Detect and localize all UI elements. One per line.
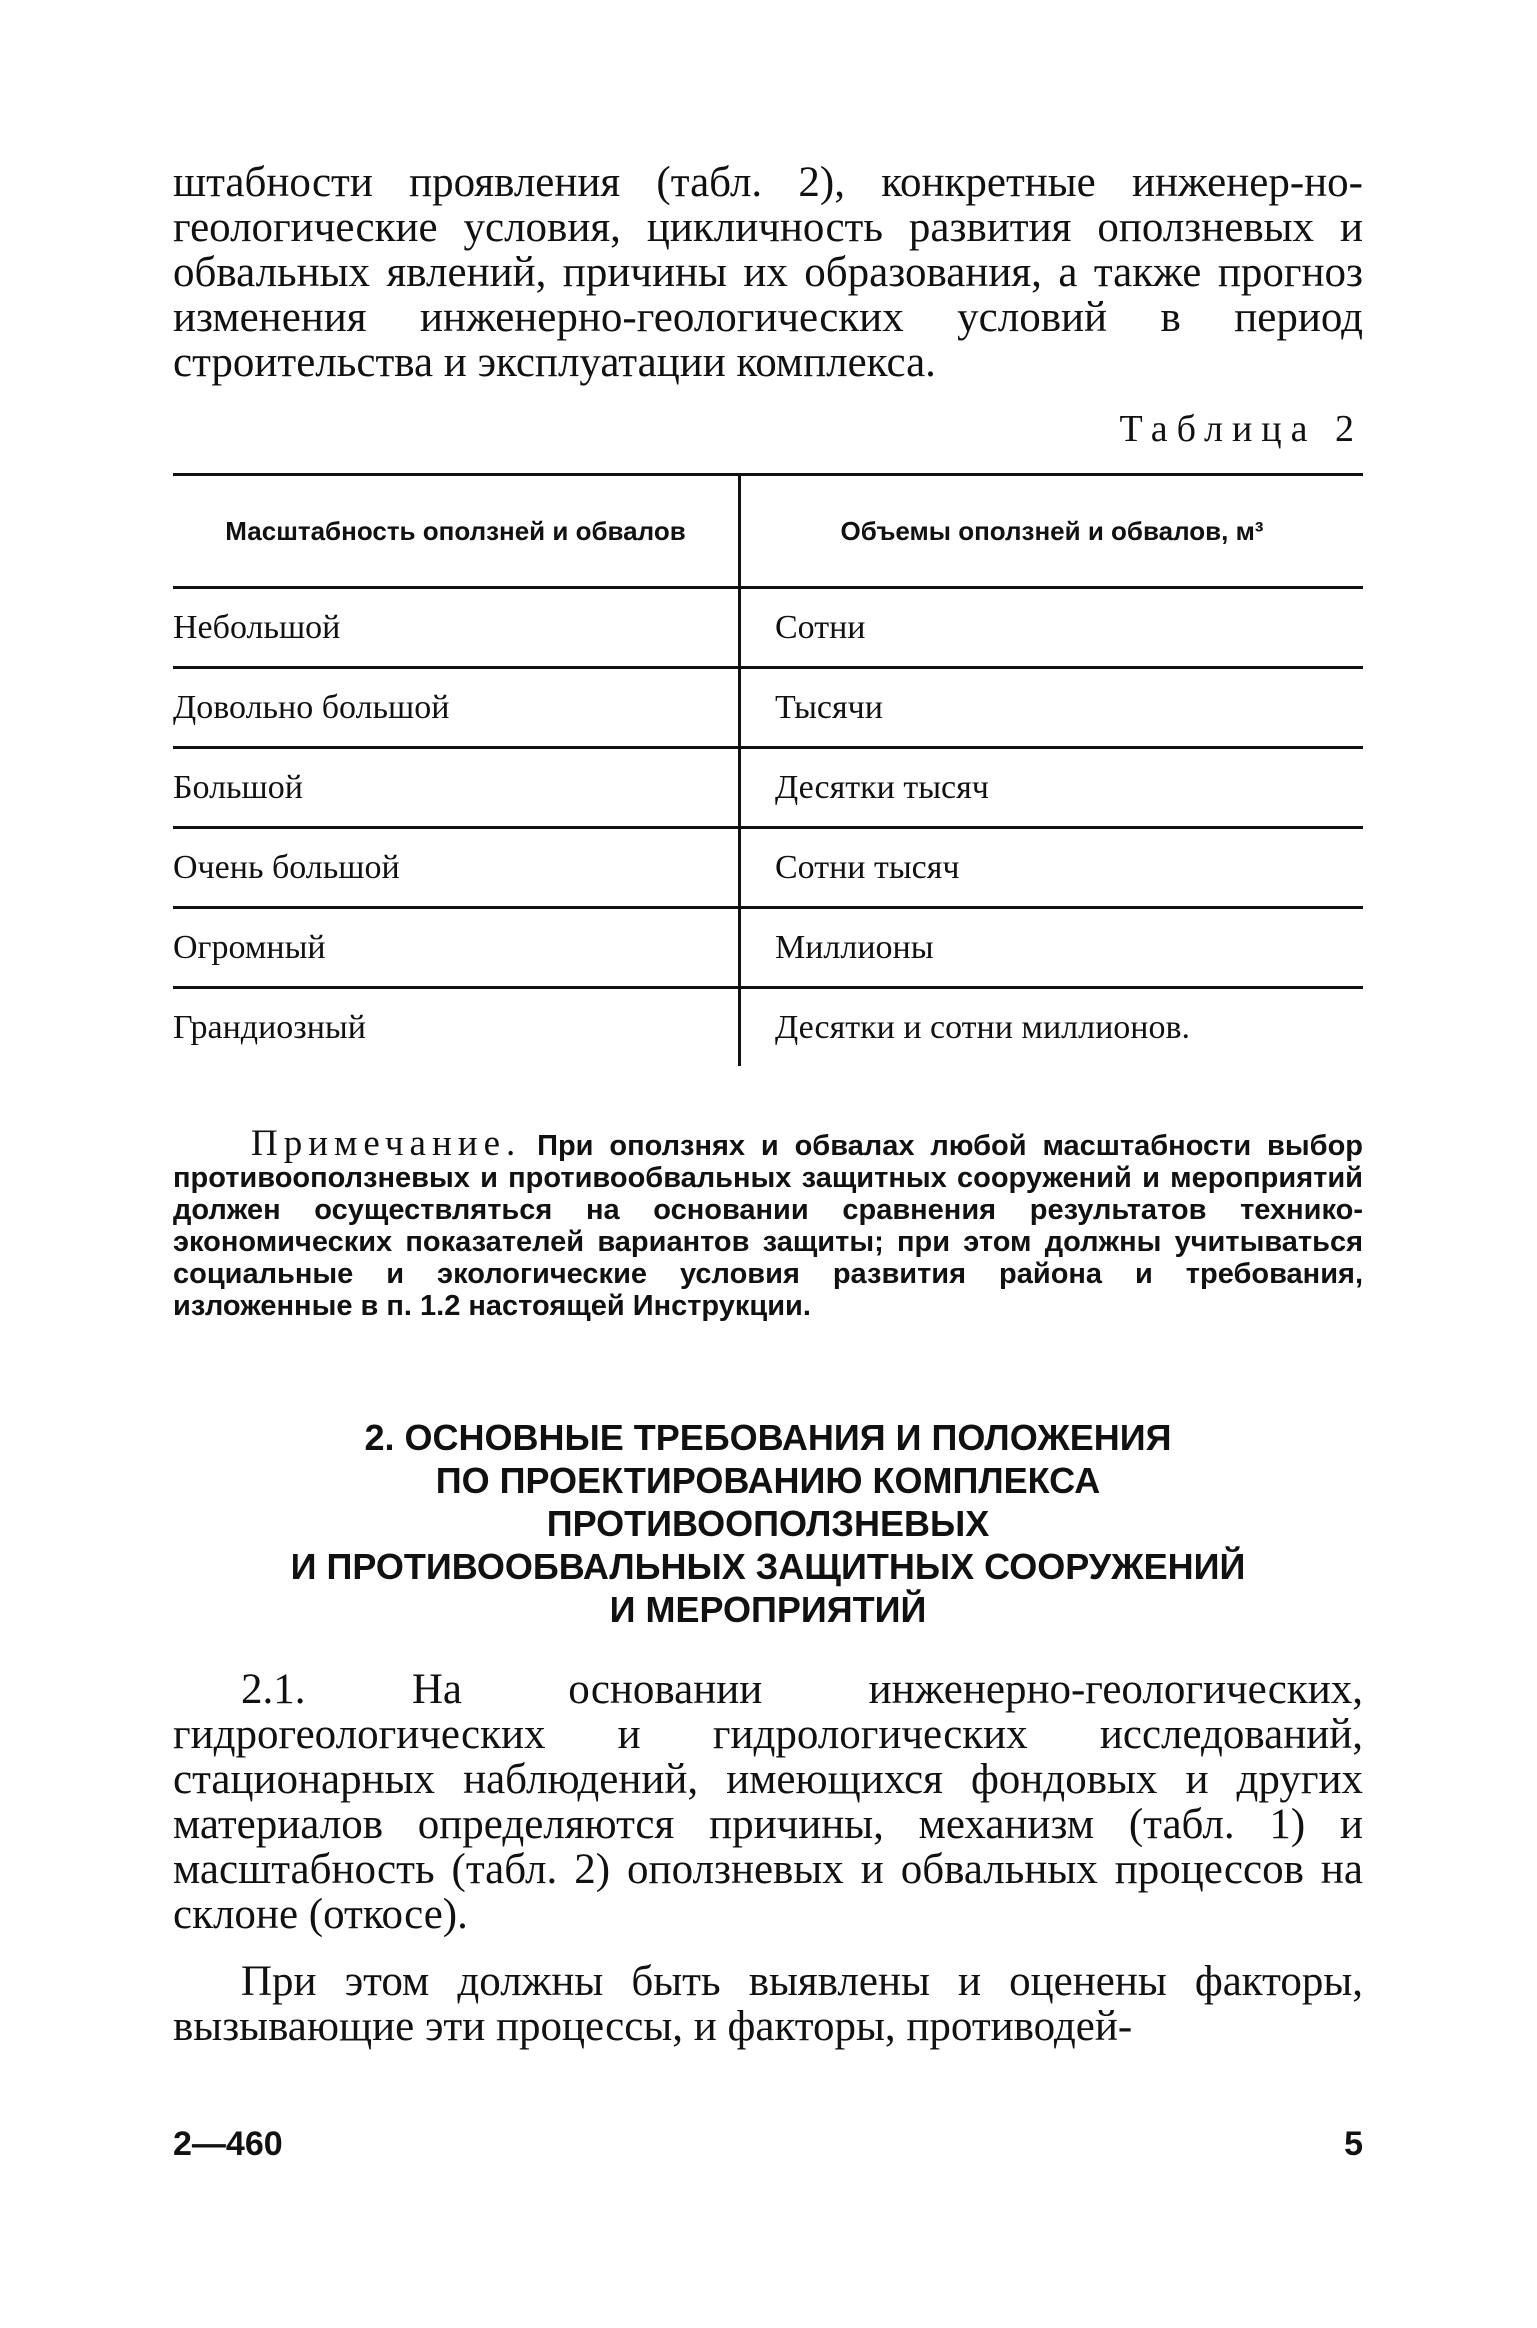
paragraph-2-1-continuation: При этом должны быть выявлены и оценены факторы, вызывающие эти процессы, и факторы, противодей- xyxy=(173,1958,1363,2050)
section-heading-line: 2. ОСНОВНЫЕ ТРЕБОВАНИЯ И ПОЛОЖЕНИЯ xyxy=(364,1417,1172,1458)
table-row xyxy=(173,828,1363,908)
table-row xyxy=(173,908,1363,988)
table-cell-volume: Сотни xyxy=(740,588,1364,668)
table-row xyxy=(173,988,1363,1067)
page-footer xyxy=(173,2125,1363,2164)
table-header-scale: Масштабность оползней и обвалов xyxy=(173,475,740,588)
table-cell-scale: Большой xyxy=(173,748,740,828)
note-label: Примечание. xyxy=(251,1123,522,1164)
intro-paragraph: штабности проявления (табл. 2), конкретные инженер-но-геологические условия, цикличность развития оползневых и обвальных явлений, причины их образования, а также прогноз изменения инженерно-геологических условий в период строительства и эксплуатации комплекса. xyxy=(173,159,1363,386)
paragraph-2-1: 2.1. На основании инженерно-геологических, гидрогеологических и гидрологических исследований, стационарных наблюдений, имеющихся фондовых и других материалов определяются причины, механизм (табл. 1) и масштабность (табл. 2) оползневых и обвальных процессов на склоне (откосе). xyxy=(173,1666,1363,1938)
landslide-scale-table xyxy=(173,473,1363,1066)
printer-signature: 2—460 xyxy=(173,2125,283,2163)
table-header-volume: Объемы оползней и обвалов, м³ xyxy=(740,475,1364,588)
table-cell-scale: Грандиозный xyxy=(173,988,740,1067)
section-heading xyxy=(173,1416,1363,1631)
table-caption: Таблица 2 xyxy=(1119,408,1363,450)
table-cell-scale: Очень большой xyxy=(173,828,740,908)
section-heading-line: И МЕРОПРИЯТИЙ xyxy=(609,1589,927,1630)
table-cell-volume: Десятки и сотни миллионов. xyxy=(775,1008,1191,1046)
table-cell-volume: Тысячи xyxy=(740,668,1364,748)
table-cell-volume: Сотни тысяч xyxy=(740,828,1364,908)
table-cell-scale: Довольно большой xyxy=(173,668,740,748)
table-cell-scale: Огромный xyxy=(173,908,740,988)
table-header-row xyxy=(173,475,1363,588)
note-text: При оползнях и обвалах любой масштабности выбор противооползневых и противообвальных защитных сооружений и мероприятий должен осуществляться на основании сравнения результатов технико-экономических показателей вариантов защиты; при этом должны учитываться социальные и экологические условия развития района и требования, изложенные в п. 1.2 настоящей Инструкции. xyxy=(173,1130,1363,1322)
table-note xyxy=(173,1123,1363,1322)
table-cell-volume: Миллионы xyxy=(740,908,1364,988)
table-row xyxy=(173,588,1363,668)
section-heading-line: ПО ПРОЕКТИРОВАНИЮ КОМПЛЕКСА xyxy=(435,1460,1101,1501)
table-row xyxy=(173,668,1363,748)
document-page xyxy=(173,160,1363,2049)
section-heading-line: ПРОТИВООПОЛЗНЕВЫХ xyxy=(546,1503,990,1544)
table-cell-volume: Десятки тысяч xyxy=(740,748,1364,828)
table-cell-scale: Небольшой xyxy=(173,588,740,668)
section-heading-line: И ПРОТИВООБВАЛЬНЫХ ЗАЩИТНЫХ СООРУЖЕНИЙ xyxy=(290,1546,1246,1587)
table-row xyxy=(173,748,1363,828)
page-number: 5 xyxy=(1344,2125,1363,2163)
